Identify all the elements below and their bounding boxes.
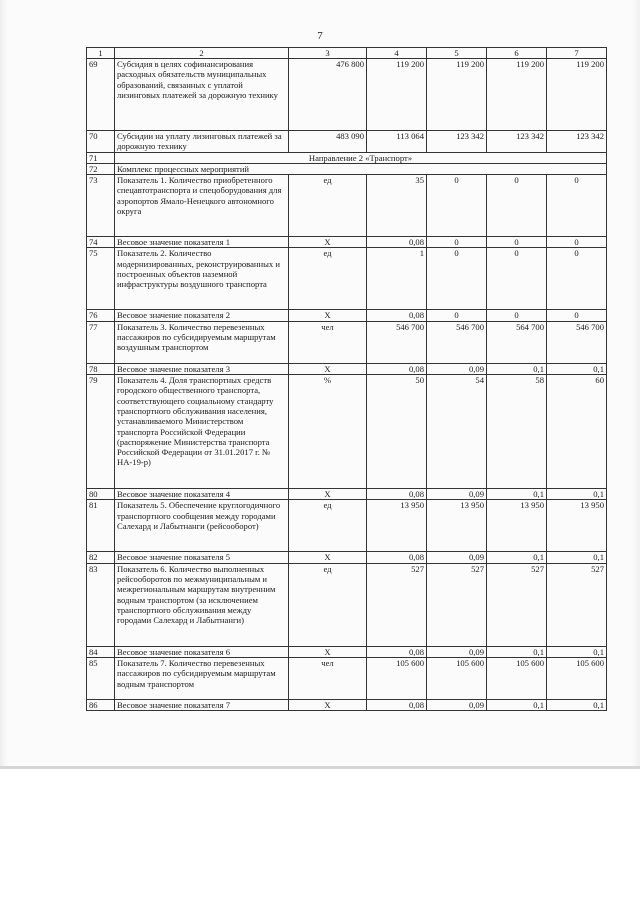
- value-cell: 0,1: [547, 699, 607, 710]
- row-name-cell: Показатель 6. Количество выполненных рейсооборотов по межмуниципальным и межрегиональным маршрутам внутренним водным транспортом (за исключением транспортного обслуживания между городами Салехард и Лабытнанги): [115, 563, 289, 646]
- value-cell: 0: [427, 248, 487, 310]
- column-header: 1: [87, 48, 115, 59]
- unit-cell: ед: [289, 248, 367, 310]
- value-cell: 105 600: [547, 657, 607, 699]
- row-number-cell: 72: [87, 163, 115, 174]
- row-number-cell: 85: [87, 657, 115, 699]
- value-cell: 54: [427, 375, 487, 489]
- value-cell: 0,1: [547, 363, 607, 374]
- row-number-cell: 69: [87, 59, 115, 131]
- row-number-cell: 82: [87, 552, 115, 563]
- value-cell: 1: [367, 248, 427, 310]
- unit-cell: чел: [289, 321, 367, 363]
- value-cell: 0: [427, 310, 487, 321]
- value-cell: 527: [547, 563, 607, 646]
- value-cell: 0: [487, 175, 547, 237]
- value-cell: 60: [547, 375, 607, 489]
- value-cell: 0,09: [427, 552, 487, 563]
- value-cell: 527: [427, 563, 487, 646]
- row-name-cell: Весовое значение показателя 6: [115, 646, 289, 657]
- value-cell: 0,09: [427, 699, 487, 710]
- table-body: [87, 59, 607, 711]
- table-row: [87, 152, 607, 163]
- row-name-cell: Показатель 4. Доля транспортных средств городского общественного транспорта, соответствующего социальному стандарту транспортного обслуживания населения, устанавливаемого Министерством транспорта Российской Федерации (распоряжение Министерства транспорта Российской Федерации от 31.01.2017 г. № НА-19-р): [115, 375, 289, 489]
- row-name-cell: Весовое значение показателя 7: [115, 699, 289, 710]
- value-cell: 0: [547, 237, 607, 248]
- value-cell: 0,1: [487, 646, 547, 657]
- row-number-cell: 79: [87, 375, 115, 489]
- row-number-cell: 80: [87, 489, 115, 500]
- value-cell: 119 200: [427, 59, 487, 131]
- value-cell: 0,1: [487, 489, 547, 500]
- value-cell: 13 950: [367, 500, 427, 552]
- row-name-cell: Весовое значение показателя 1: [115, 237, 289, 248]
- unit-cell: Х: [289, 699, 367, 710]
- table-row: [87, 646, 607, 657]
- value-cell: 0: [427, 175, 487, 237]
- column-header: 5: [427, 48, 487, 59]
- table-row: [87, 500, 607, 552]
- row-number-cell: 86: [87, 699, 115, 710]
- value-cell: 546 700: [547, 321, 607, 363]
- value-cell: 0,08: [367, 699, 427, 710]
- row-number-cell: 71: [87, 152, 115, 163]
- row-number-cell: 83: [87, 563, 115, 646]
- row-name-cell: Субсидия в целях софинансирования расходных обязательств муниципальных образований, связанных с уплатой лизинговых платежей за дорожную технику: [115, 59, 289, 131]
- row-number-cell: 77: [87, 321, 115, 363]
- row-name-cell: Весовое значение показателя 5: [115, 552, 289, 563]
- total-value-cell: 476 800: [289, 59, 367, 131]
- value-cell: 0,1: [487, 552, 547, 563]
- total-value-cell: 483 090: [289, 131, 367, 153]
- value-cell: 0,09: [427, 646, 487, 657]
- row-name-cell: Весовое значение показателя 2: [115, 310, 289, 321]
- table-row: [87, 489, 607, 500]
- value-cell: 0,08: [367, 552, 427, 563]
- row-name-cell: Комплекс процессных мероприятий: [115, 163, 607, 174]
- row-number-cell: 74: [87, 237, 115, 248]
- unit-cell: Х: [289, 489, 367, 500]
- table-row: [87, 375, 607, 489]
- value-cell: 0: [547, 248, 607, 310]
- table-row: [87, 699, 607, 710]
- value-cell: 119 200: [367, 59, 427, 131]
- value-cell: 0: [547, 175, 607, 237]
- value-cell: 546 700: [427, 321, 487, 363]
- column-header: 6: [487, 48, 547, 59]
- row-number-cell: 78: [87, 363, 115, 374]
- value-cell: 0,08: [367, 310, 427, 321]
- table-row: [87, 237, 607, 248]
- table-header-row: [87, 48, 607, 59]
- value-cell: 0,08: [367, 489, 427, 500]
- value-cell: 0,1: [547, 552, 607, 563]
- value-cell: 0: [487, 310, 547, 321]
- value-cell: 119 200: [547, 59, 607, 131]
- value-cell: 0: [487, 237, 547, 248]
- value-cell: 0: [427, 237, 487, 248]
- value-cell: 527: [487, 563, 547, 646]
- value-cell: 123 342: [427, 131, 487, 153]
- scanned-page-bottom-edge: [0, 766, 640, 769]
- row-number-cell: 81: [87, 500, 115, 552]
- value-cell: 0,1: [487, 699, 547, 710]
- page-number: 7: [317, 30, 323, 42]
- row-name-cell: Показатель 3. Количество перевезенных пассажиров по субсидируемым маршрутам воздушным транспортом: [115, 321, 289, 363]
- unit-cell: ед: [289, 175, 367, 237]
- unit-cell: %: [289, 375, 367, 489]
- table-row: [87, 163, 607, 174]
- row-name-cell: Показатель 5. Обеспечение круглогодичного транспортного сообщения между городами Салехард и Лабытнанги (рейсооборот): [115, 500, 289, 552]
- column-header: 3: [289, 48, 367, 59]
- value-cell: 105 600: [487, 657, 547, 699]
- row-number-cell: 84: [87, 646, 115, 657]
- row-number-cell: 75: [87, 248, 115, 310]
- value-cell: 13 950: [487, 500, 547, 552]
- value-cell: 0,08: [367, 646, 427, 657]
- column-header: 2: [115, 48, 289, 59]
- row-name-cell: Показатель 7. Количество перевезенных пассажиров по субсидируемым маршрутам водным транспортом: [115, 657, 289, 699]
- value-cell: 0,08: [367, 237, 427, 248]
- row-number-cell: 73: [87, 175, 115, 237]
- section-heading-cell: Направление 2 «Транспорт»: [115, 152, 607, 163]
- value-cell: 105 600: [367, 657, 427, 699]
- table-row: [87, 59, 607, 131]
- row-name-cell: Субсидии на уплату лизинговых платежей за дорожную технику: [115, 131, 289, 153]
- table-row: [87, 657, 607, 699]
- column-header: 4: [367, 48, 427, 59]
- column-header: 7: [547, 48, 607, 59]
- table-row: [87, 552, 607, 563]
- unit-cell: Х: [289, 646, 367, 657]
- table-row: [87, 310, 607, 321]
- value-cell: 0,1: [547, 489, 607, 500]
- unit-cell: Х: [289, 237, 367, 248]
- table-row: [87, 175, 607, 237]
- value-cell: 527: [367, 563, 427, 646]
- value-cell: 35: [367, 175, 427, 237]
- value-cell: 0,1: [547, 646, 607, 657]
- value-cell: 113 064: [367, 131, 427, 153]
- unit-cell: Х: [289, 363, 367, 374]
- row-name-cell: Показатель 2. Количество модернизированных, реконструированных и построенных объектов наземной инфраструктуры воздушного транспорта: [115, 248, 289, 310]
- value-cell: 546 700: [367, 321, 427, 363]
- value-cell: 119 200: [487, 59, 547, 131]
- row-number-cell: 70: [87, 131, 115, 153]
- value-cell: 13 950: [547, 500, 607, 552]
- value-cell: 0,08: [367, 363, 427, 374]
- row-name-cell: Показатель 1. Количество приобретенного спецавтотранспорта и спецоборудования для аэропортов Ямало-Ненецкого автономного округа: [115, 175, 289, 237]
- value-cell: 0: [487, 248, 547, 310]
- row-name-cell: Весовое значение показателя 4: [115, 489, 289, 500]
- value-cell: 0,09: [427, 489, 487, 500]
- value-cell: 123 342: [547, 131, 607, 153]
- unit-cell: Х: [289, 310, 367, 321]
- value-cell: 0,1: [487, 363, 547, 374]
- table-row: [87, 363, 607, 374]
- unit-cell: ед: [289, 500, 367, 552]
- value-cell: 0,09: [427, 363, 487, 374]
- value-cell: 123 342: [487, 131, 547, 153]
- indicators-table: [86, 47, 607, 711]
- value-cell: 564 700: [487, 321, 547, 363]
- value-cell: 50: [367, 375, 427, 489]
- unit-cell: ед: [289, 563, 367, 646]
- table-row: [87, 321, 607, 363]
- unit-cell: чел: [289, 657, 367, 699]
- row-name-cell: Весовое значение показателя 3: [115, 363, 289, 374]
- value-cell: 0: [547, 310, 607, 321]
- value-cell: 105 600: [427, 657, 487, 699]
- table-row: [87, 248, 607, 310]
- table-row: [87, 131, 607, 153]
- unit-cell: Х: [289, 552, 367, 563]
- table-row: [87, 563, 607, 646]
- value-cell: 13 950: [427, 500, 487, 552]
- value-cell: 58: [487, 375, 547, 489]
- row-number-cell: 76: [87, 310, 115, 321]
